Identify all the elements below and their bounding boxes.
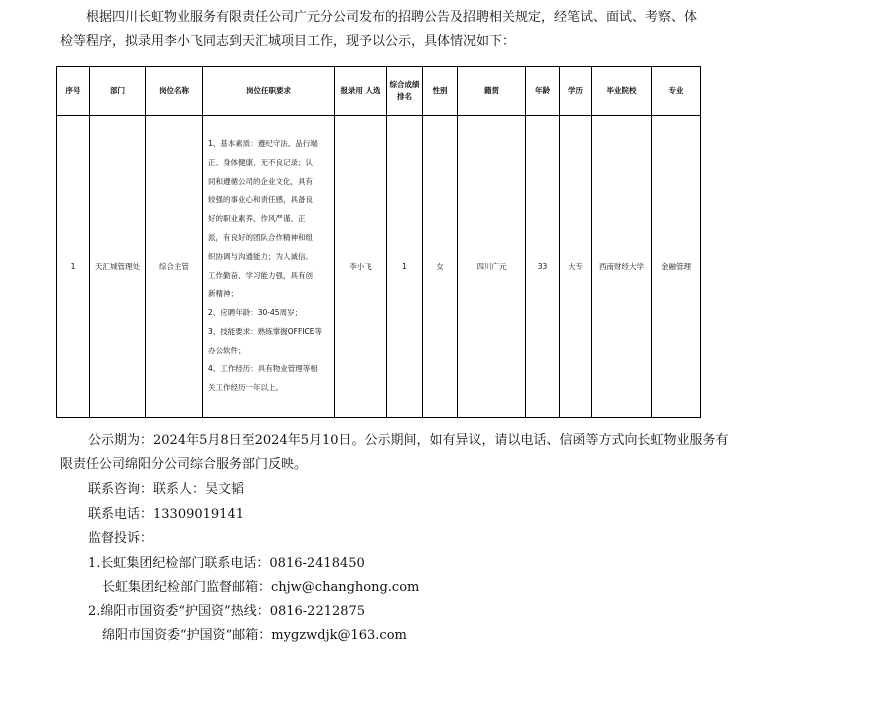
header-age: 年龄 — [526, 67, 560, 116]
notice-period-line-1: 公示期为：2024年5月8日至2024年5月10日。公示期间，如有异议，请以电话、信函等方式向长虹物业服务有 — [88, 433, 729, 448]
duty-line: 好的职业素养，作风严谨、正 — [208, 214, 306, 224]
cell-gender: 女 — [423, 116, 458, 418]
cell-position: 综合主管 — [146, 116, 203, 418]
duty-line: 同和遵循公司的企业文化，具有 — [208, 176, 313, 186]
duty-line: 办公软件； — [208, 345, 246, 355]
duty-line: 1、基本素质：遵纪守法、品行端 — [208, 138, 318, 148]
duty-line: 4、工作经历：具有物业管理等相 — [208, 364, 318, 374]
duty-line: 2、应聘年龄：30-45周岁； — [208, 308, 303, 318]
contact-person: 联系咨询：联系人：吴文韬 — [88, 482, 245, 497]
cell-age: 33 — [526, 116, 560, 418]
header-native-place: 籍贯 — [458, 67, 526, 116]
header-duties: 岗位任职要求 — [203, 67, 335, 116]
header-major: 专业 — [652, 67, 701, 116]
header-seq: 序号 — [57, 67, 90, 116]
header-school: 毕业院校 — [592, 67, 652, 116]
duty-line: 新精神； — [208, 289, 238, 299]
duty-line: 3、技能要求：熟练掌握OFFICE等 — [208, 326, 322, 336]
cell-seq: 1 — [57, 116, 90, 418]
cell-native-place: 四川广元 — [458, 116, 526, 418]
header-position: 岗位名称 — [146, 67, 203, 116]
intro-line-2: 检等程序，拟录用李小飞同志到天汇城项目工作，现予以公示，具体情况如下： — [60, 34, 516, 49]
header-dept: 部门 — [90, 67, 146, 116]
supervision-title: 监督投诉： — [88, 531, 154, 546]
duty-line: 工作勤奋、学习能力强，具有创 — [208, 270, 313, 280]
supervision-1-email: 长虹集团纪检部门监督邮箱：chjw@changhong.com — [102, 580, 420, 595]
duty-line: 织协调与沟通能力；为人诚信、 — [208, 251, 313, 261]
cell-duties — [203, 116, 335, 418]
cell-dept: 天汇城管理处 — [90, 116, 146, 418]
header-gender: 性别 — [423, 67, 458, 116]
table-header-row — [57, 67, 701, 116]
duty-line: 派，有良好的团队合作精神和组 — [208, 232, 313, 242]
contact-phone: 联系电话：13309019141 — [88, 507, 244, 522]
intro-line-1: 根据四川长虹物业服务有限责任公司广元分公司发布的招聘公告及招聘相关规定，经笔试、面试、考察、体 — [86, 10, 698, 25]
cell-school: 西南财经大学 — [592, 116, 652, 418]
table-row — [57, 116, 701, 418]
supervision-2-phone: 2.绵阳市国资委“护国资”热线：0816-2212875 — [88, 604, 366, 619]
cell-rank: 1 — [387, 116, 423, 418]
cell-education: 大专 — [560, 116, 592, 418]
result-table — [56, 66, 701, 418]
supervision-1-phone: 1.长虹集团纪检部门联系电话：0816-2418450 — [88, 556, 365, 571]
header-rank: 综合成绩排名 — [387, 67, 423, 116]
supervision-2-email: 绵阳市国资委“护国资”邮箱：mygzwdjk@163.com — [102, 628, 407, 643]
cell-candidate: 李小飞 — [335, 116, 387, 418]
duty-line: 较强的事业心和责任感，具备良 — [208, 195, 313, 205]
header-education: 学历 — [560, 67, 592, 116]
duty-line: 关工作经历一年以上。 — [208, 383, 283, 393]
cell-major: 金融管理 — [652, 116, 701, 418]
duty-line: 正、身体健康、无不良记录；认 — [208, 157, 313, 167]
header-candidate: 报录用 人选 — [335, 67, 387, 116]
notice-period-line-2: 限责任公司绵阳分公司综合服务部门反映。 — [60, 457, 308, 472]
